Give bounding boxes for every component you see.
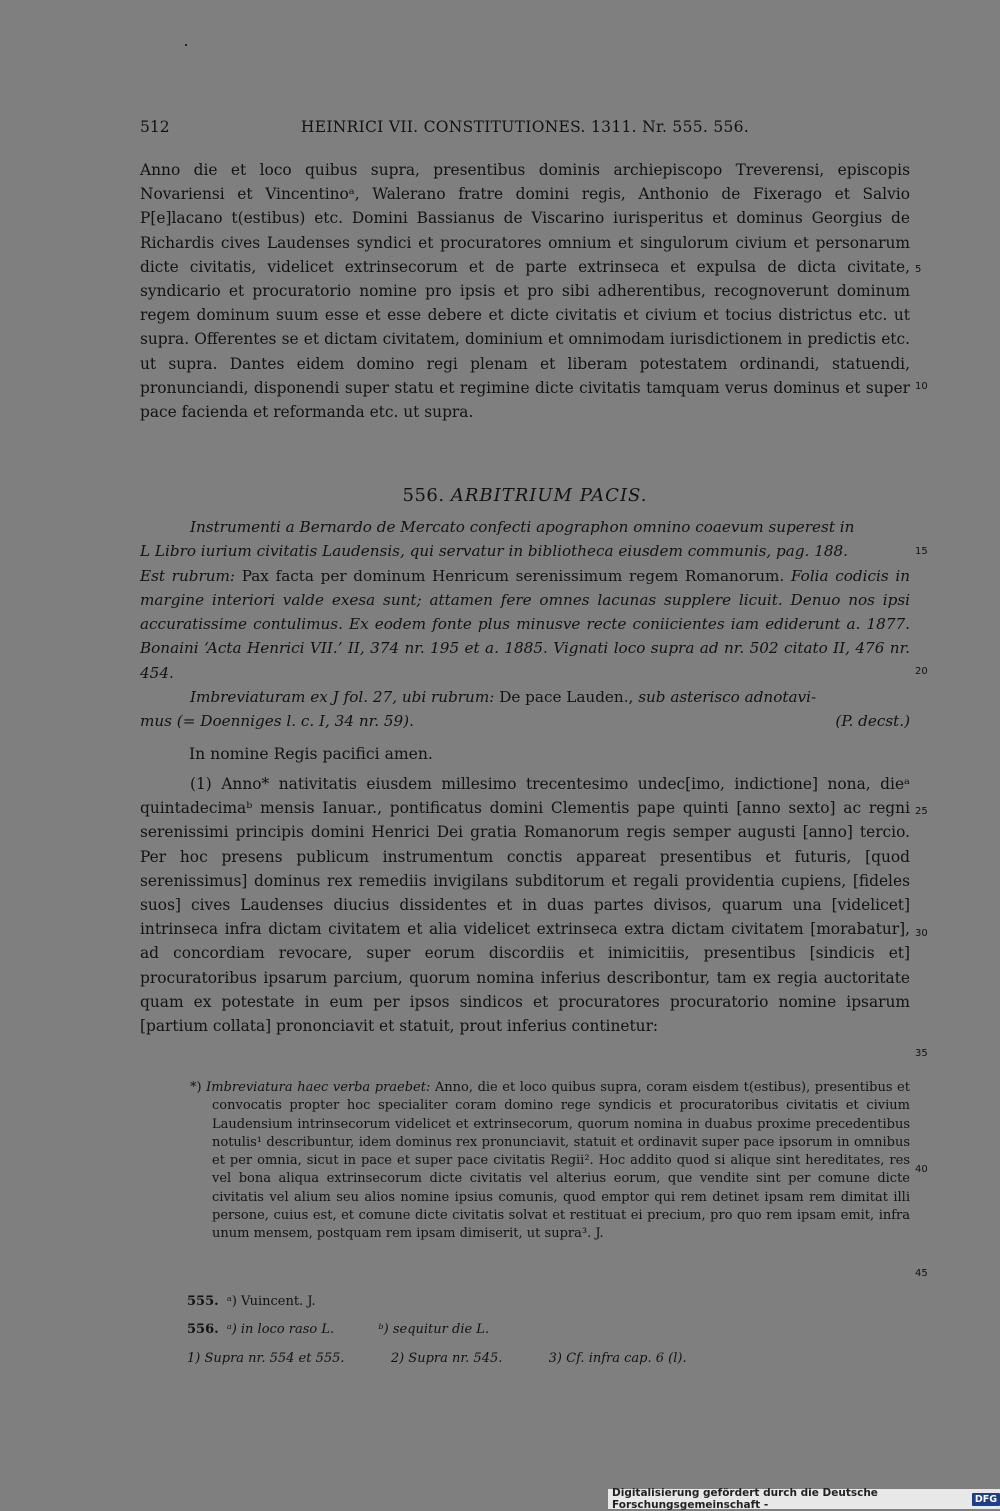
reference-1: 1) Supra nr. 554 et 555.	[187, 1351, 345, 1366]
line-number-35: 35	[915, 1048, 928, 1059]
line-number-40: 40	[915, 1164, 928, 1175]
line-number-25: 25	[915, 806, 928, 817]
line-number-30: 30	[915, 928, 928, 939]
footnote-mark: *)	[190, 1080, 202, 1095]
note-555	[187, 1294, 316, 1309]
reference-2: 2) Supra nr. 545.	[390, 1351, 503, 1366]
references	[187, 1351, 687, 1366]
running-head-title: HEINRICI VII. CONSTITUTIONES. 1311. Nr. 555. 556.	[300, 118, 750, 136]
note-556	[187, 1322, 489, 1337]
credit-text: Digitalisierung gefördert durch die Deutsche Forschungsgemeinschaft -	[612, 1487, 878, 1511]
imbreviatura-note: sub asterisco adnotavi-	[638, 688, 817, 707]
line-number-45: 45	[915, 1268, 928, 1279]
note-556-label: 556.	[187, 1322, 219, 1337]
imbreviatura-rubrum: De pace Lauden.,	[499, 688, 634, 707]
footnote-asterisk	[190, 1079, 910, 1244]
intro-rest: Folia codicis in margine interiori valde exesa sunt; attamen fere omnes lacunas supplere licuit. Denuo nos ipsi accuratissime contulimus. Ex eodem fonte plus minusve recte coniicientes iam ediderunt a. 1877. Bonaini ‘Acta Henrici VII.’ II, 374 nr. 195 et a. 1885. Vignati loco supra ad nr. 502 citato II, 476 nr. 454.	[140, 566, 911, 682]
invocation: In nomine Regis pacifici amen.	[189, 745, 433, 763]
line-number-5: 5	[915, 264, 922, 275]
intro-line-1: Instrumenti a Bernardo de Mercato confecti apographon omnino coaevum superest in	[190, 518, 855, 536]
rubrum-text: Pax facta per dominum Henricum serenissimum regem Romanorum.	[241, 566, 785, 585]
scan-speck	[185, 44, 187, 46]
dfg-logo: DFG	[972, 1493, 1000, 1506]
reference-3: 3) Cf. infra cap. 6 (l).	[548, 1351, 687, 1366]
note-555-label: 555.	[187, 1294, 219, 1309]
footnote-text: Anno, die et loco quibus supra, coram eisdem t(estibus), presentibus et convocatis propter hoc specialiter coram domino rege syndicis et procuratoribus civitatis et civium Laudensium intrinsecorum videlicet et extrinsecorum, quorum nomina in duabus proxime precedentibus notulis¹ describuntur, idem dominus rex pronunciavit, statuit et ordinavit super pace ipsorum in omnibus et per omnia, sicut in pace et super pace civitatis Regii². Hoc addito quod si alique sint hereditates, res vel bona aliqua extrinsecorum dicte civitatis vel alterius eorum, que vendite sint per comune dicte civitatis vel alium seu alios nomine ipsius comunis, quod emptor qui rem detinet ipsam rem dimitat illi persone, cuius est, et comune dicte civitatis solvat et restituat ei precium, pro quo rem ipsam emit, infra unum mensem, postquam rem ipsam dimiserit, ut supra³. J.	[212, 1080, 910, 1242]
intro-line-2: L Libro iurium civitatis Laudensis, qui servatur in bibliotheca eiusdem communis, pag. 188.	[140, 542, 849, 561]
rubrum-label: Est rubrum:	[140, 566, 236, 585]
document-555-text: Anno die et loco quibus supra, presentibus dominis archiepiscopo Treverensi, episcopis Novariensi et Vincentinoᵃ, Walerano fratre domini regis, Anthonio de Fixerago et Salvio P[e]lacano t(estibus) etc. Domini Bassianus de Viscarino iurisperitus et dominus Georgius de Richardis cives Laudenses syndici et procuratores omnium et singulorum civium et personarum dicte civitatis, videlicet extrinsecorum et de parte extrinseca et expulsa de dicta civitate, syndicario et procuratorio nomine pro ipsis et pro sibi adherentibus, recognoverunt dominum regem dominum suum esse et esse debere et dicte civitatis et civium et tocius districtus etc. ut supra. Offerentes se et dictam civitatem, dominium et omnimodam iurisdictionem in predictis etc. ut supra. Dantes eidem domino regi plenam et liberam potestatem ordinandi, statuendi, pronunciandi, disponendi super statu et regimine dicte civitatis tamquam verus dominus et super pace facienda et reformanda etc. ut supra.	[140, 161, 910, 422]
note-555-a: ᵃ) Vuincent. J.	[226, 1294, 316, 1309]
line-number-10: 10	[915, 381, 928, 392]
page-number: 512	[140, 118, 170, 136]
document-heading: ARBITRIUM PACIS.	[450, 485, 648, 506]
document-556-title	[140, 485, 910, 506]
footnote-lead: Imbreviatura haec verba praebet:	[206, 1080, 431, 1095]
note-556-b: ᵇ) sequitur die L.	[378, 1322, 490, 1337]
source-description	[140, 515, 910, 734]
line-number-20: 20	[915, 666, 928, 677]
line-number-15: 15	[915, 546, 928, 557]
document-556-text: (1) Anno* nativitatis eiusdem millesimo trecentesimo undec[imo, indictione] nona, dieᵃ quintadecimaᵇ mensis Ianuar., pontificatus domini Clementis pape quinti [anno sexto] ac regni serenissimi principis domini Henrici Dei gratia Romanorum regis semper augusti [anno] tercio. Per hoc presens publicum instrumentum conctis appareat presentibus et futuris, [quod serenissimus] dominus rex remediis invigilans subditorum et regali providentia cupiens, [fideles suos] cives Laudenses diucius dissidentes et in duas partes divisos, quarum una [videlicet] intrinseca infra dictam civitatem et alia videlicet extrinseca extra dictam civitatem [morabatur], ad concordiam revocare, super eorum discordiis et inimicitiis, presentibus [sindicis et] procuratoribus ipsarum parcium, quorum nomina inferius describontur, tam ex regia auctoritate quam ex potestate in eum per ipsos sindicos et procuratores procuratorio nomine ipsarum [partium collata] prononciavit et statuit, prout inferius continetur:	[140, 775, 910, 1036]
imbreviatura-ref: mus (= Doenniges l. c. I, 34 nr. 59).	[140, 712, 414, 731]
digitization-credit	[608, 1489, 1000, 1509]
running-header	[140, 118, 910, 140]
imbreviatura-label: Imbreviaturam ex J fol. 27, ubi rubrum:	[190, 688, 495, 707]
note-556-a: ᵃ) in loco raso L.	[226, 1322, 335, 1337]
siglum-note: (P. decst.)	[835, 712, 910, 731]
document-number: 556.	[402, 485, 445, 506]
